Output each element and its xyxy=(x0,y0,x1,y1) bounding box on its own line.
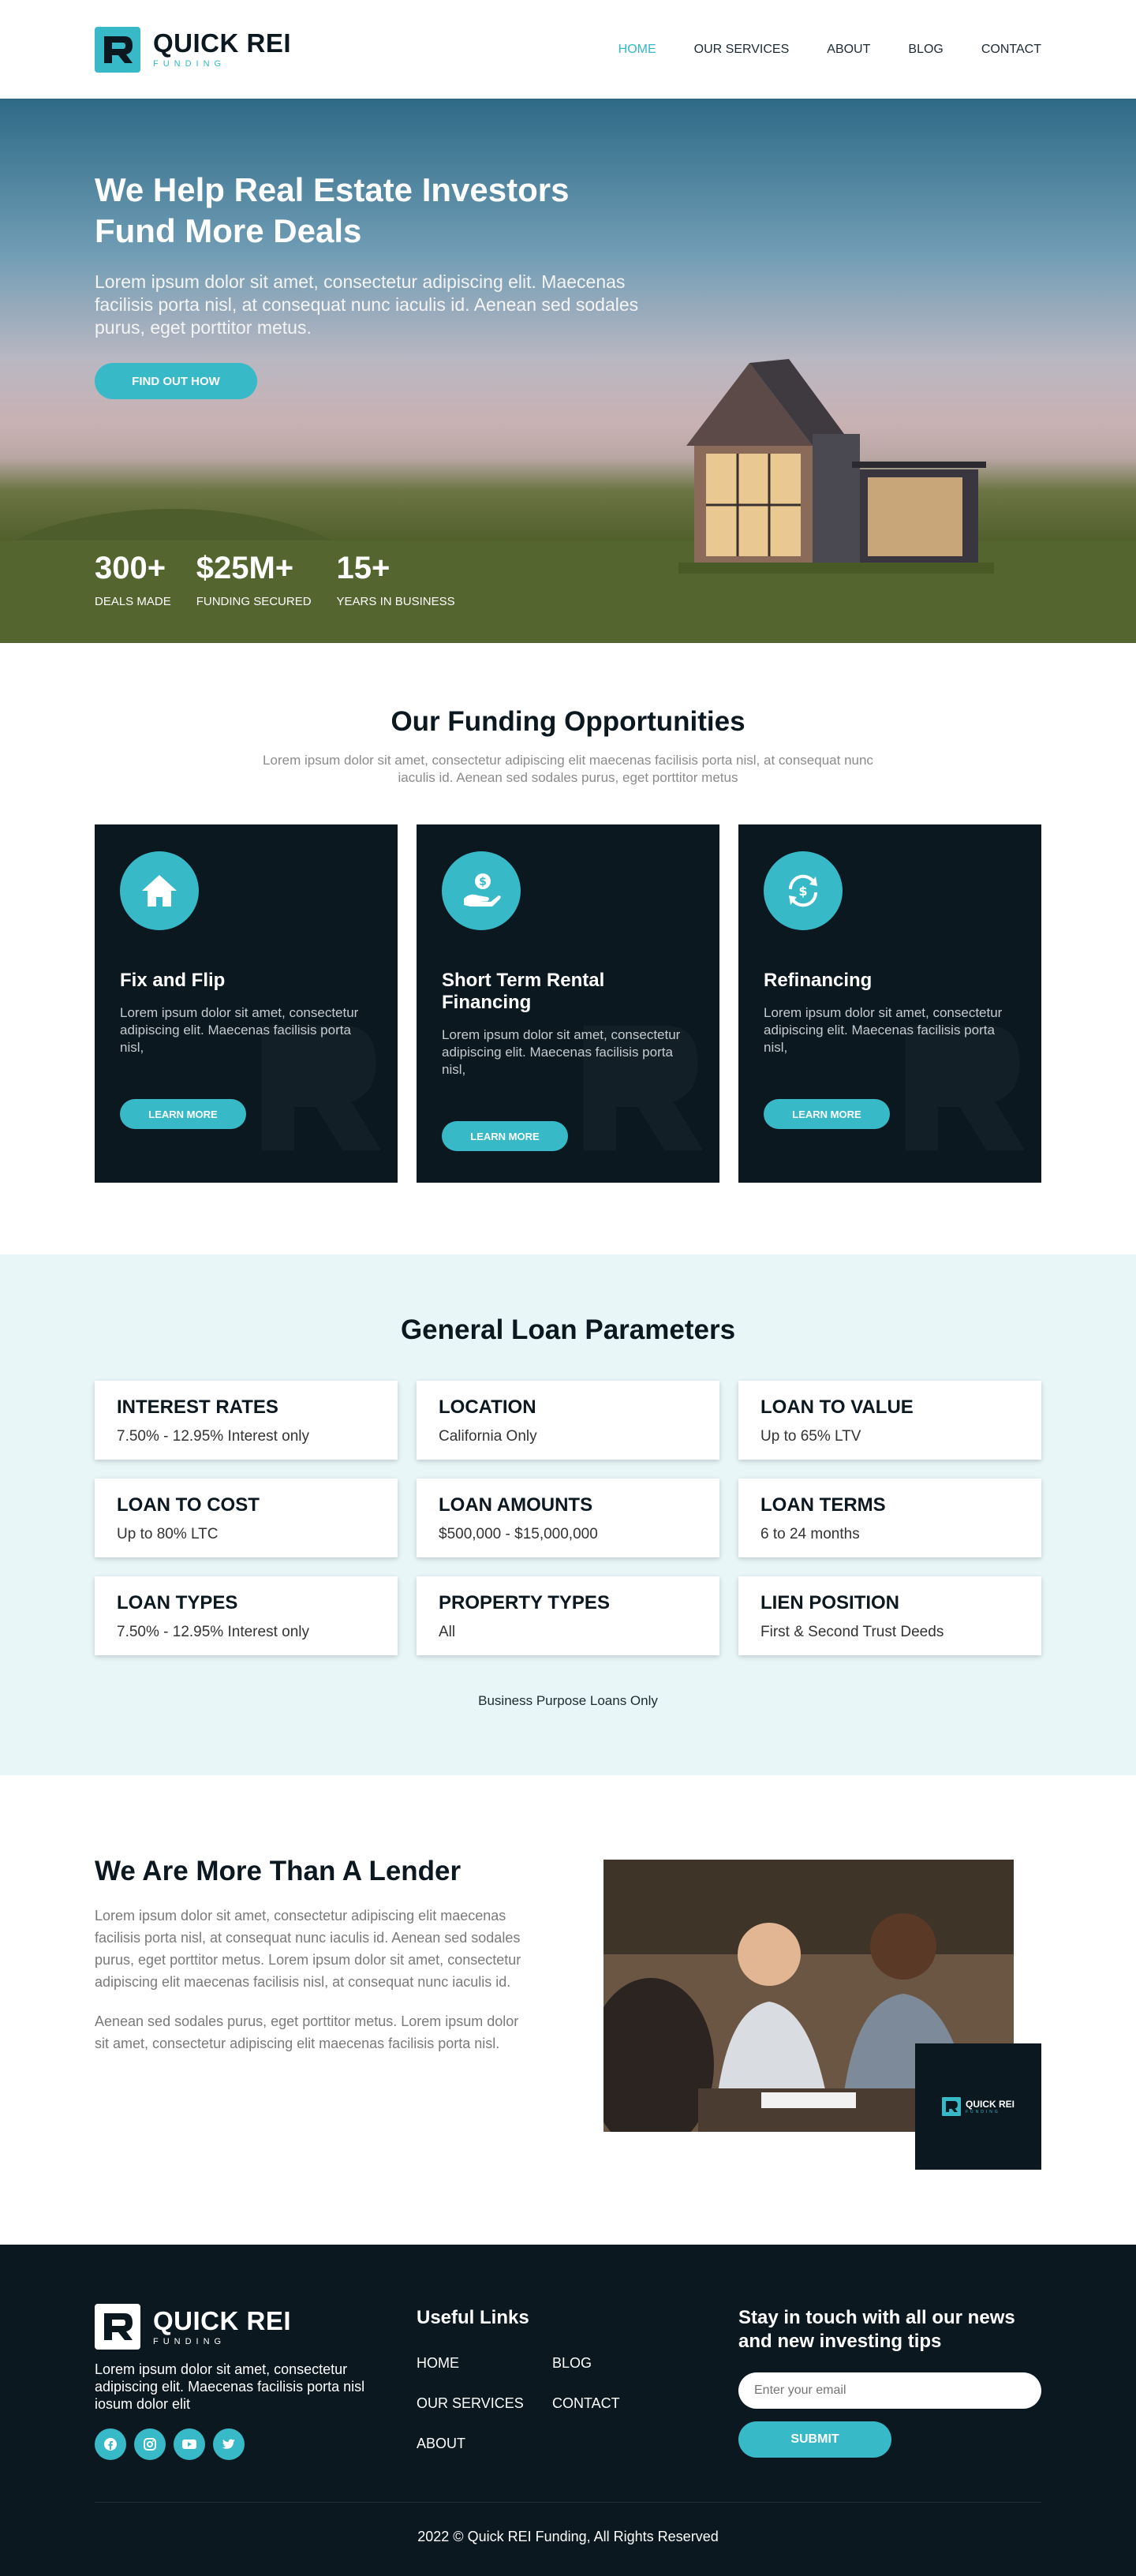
param-title: LIEN POSITION xyxy=(760,1592,900,1613)
lender-paragraph-2: Aenean sed sodales purus, eget porttitor metus. Lorem ipsum dolor sit amet, consectetur adipiscing elit maecenas facilisis porta nisl. xyxy=(95,2013,519,2051)
funding-section xyxy=(0,643,1136,1254)
nav-blog[interactable]: BLOG xyxy=(908,42,944,56)
param-value: Up to 65% LTV xyxy=(760,1428,861,1445)
card-title: Refinancing xyxy=(764,970,873,991)
param-value: California Only xyxy=(439,1428,537,1445)
loan-parameters-section xyxy=(0,1254,1136,1775)
refinance-icon xyxy=(764,851,843,930)
email-input[interactable] xyxy=(738,2372,1041,2409)
instagram-icon[interactable] xyxy=(134,2428,166,2460)
money-hand-icon xyxy=(442,851,521,930)
funding-cards xyxy=(95,824,1041,1183)
card-title: Fix and Flip xyxy=(120,970,226,991)
param-location xyxy=(417,1381,719,1460)
submit-button[interactable]: SUBMIT xyxy=(738,2421,891,2458)
param-value: 7.50% - 12.95% Interest only xyxy=(117,1624,309,1640)
useful-links-title: Useful Links xyxy=(417,2307,529,2328)
svg-text:$: $ xyxy=(479,876,487,888)
logo-icon xyxy=(942,2097,961,2116)
lender-paragraph-1: Lorem ipsum dolor sit amet, consectetur adipiscing elit maecenas facilisis porta nisl, at consequat nunc iaculis id. Aenean sed sodales purus, eget porttitor metus. Lorem ipsum dolor sit amet, consectetur adipiscing elit maecenas facilisis nisl, at consequat nunc iaculis id. xyxy=(95,1908,521,1990)
param-title: LOCATION xyxy=(439,1396,536,1418)
house-icon xyxy=(120,851,199,930)
card-text: Lorem ipsum dolor sit amet, consectetur adipiscing elit. Maecenas facilisis porta nisl, xyxy=(120,1005,359,1055)
lender-logo-badge xyxy=(915,2043,1041,2170)
hero-section xyxy=(0,99,1136,643)
param-value: 6 to 24 months xyxy=(760,1526,860,1542)
footer-link-blog[interactable]: BLOG xyxy=(552,2355,592,2371)
hero-title-line1: We Help Real Estate Investors xyxy=(95,171,570,208)
stat-label: DEALS MADE xyxy=(95,595,171,608)
param-lien-position xyxy=(738,1576,1041,1655)
params-title: General Loan Parameters xyxy=(400,1314,736,1345)
newsletter-title: Stay in touch with all our news and new investing tips xyxy=(738,2307,1015,2352)
social-links xyxy=(95,2428,402,2460)
card-short-term-rental xyxy=(417,824,719,1183)
nav-contact[interactable]: CONTACT xyxy=(981,42,1041,56)
footer-brand-name: QUICK REI xyxy=(153,2305,292,2335)
hero-title-line2: Fund More Deals xyxy=(95,212,362,249)
main-nav xyxy=(618,43,1041,57)
nav-our-services[interactable]: OUR SERVICES xyxy=(693,42,790,56)
facebook-icon[interactable] xyxy=(95,2428,126,2460)
stat-deals xyxy=(95,552,171,608)
find-out-how-button[interactable]: FIND OUT HOW xyxy=(95,363,257,399)
site-footer xyxy=(0,2245,1136,2576)
footer-logo[interactable] xyxy=(95,2304,402,2350)
learn-more-button[interactable]: LEARN MORE xyxy=(120,1099,246,1129)
lender-title: We Are More Than A Lender xyxy=(95,1856,462,1886)
param-value: 7.50% - 12.95% Interest only xyxy=(117,1428,309,1445)
footer-divider xyxy=(95,2502,1041,2503)
params-note: Business Purpose Loans Only xyxy=(478,1693,658,1708)
funding-title: Our Funding Opportunities xyxy=(390,706,746,737)
youtube-icon[interactable] xyxy=(174,2428,205,2460)
brand-name: QUICK REI xyxy=(153,28,292,58)
param-value: First & Second Trust Deeds xyxy=(760,1624,944,1640)
lender-section xyxy=(0,1775,1136,2245)
learn-more-button[interactable]: LEARN MORE xyxy=(442,1121,568,1151)
stat-value: 15+ xyxy=(336,551,390,585)
site-header xyxy=(0,0,1136,99)
stat-funding xyxy=(196,552,312,608)
footer-about: Lorem ipsum dolor sit amet, consectetur adipiscing elit. Maecenas facilisis porta nisl iosum dolor elit xyxy=(95,2361,365,2412)
param-property-types xyxy=(417,1576,719,1655)
card-text: Lorem ipsum dolor sit amet, consectetur adipiscing elit. Maecenas facilisis porta nisl, xyxy=(442,1027,681,1077)
param-value: All xyxy=(439,1624,456,1640)
learn-more-button[interactable]: LEARN MORE xyxy=(764,1099,890,1129)
param-title: PROPERTY TYPES xyxy=(439,1592,610,1613)
param-loan-to-cost xyxy=(95,1479,398,1557)
param-interest-rates xyxy=(95,1381,398,1460)
card-fix-and-flip xyxy=(95,824,398,1183)
param-title: LOAN TERMS xyxy=(760,1494,886,1516)
footer-link-our-services[interactable]: OUR SERVICES xyxy=(417,2395,524,2411)
param-title: LOAN TO COST xyxy=(117,1494,260,1516)
param-title: LOAN AMOUNTS xyxy=(439,1494,593,1516)
stat-value: 300+ xyxy=(95,551,166,585)
stat-label: YEARS IN BUSINESS xyxy=(336,595,455,608)
param-loan-to-value xyxy=(738,1381,1041,1460)
svg-text:$: $ xyxy=(798,884,808,899)
params-grid xyxy=(95,1381,1041,1655)
param-title: INTEREST RATES xyxy=(117,1396,278,1418)
brand-tagline: FUNDING xyxy=(153,59,226,69)
stat-label: FUNDING SECURED xyxy=(196,595,312,608)
stat-years xyxy=(337,552,455,608)
param-title: LOAN TO VALUE xyxy=(760,1396,914,1418)
param-title: LOAN TYPES xyxy=(117,1592,238,1613)
badge-brand-name: QUICK REI xyxy=(965,2099,1015,2110)
footer-link-about[interactable]: ABOUT xyxy=(417,2436,466,2451)
hero-stats xyxy=(95,552,455,608)
param-loan-terms xyxy=(738,1479,1041,1557)
logo-icon xyxy=(95,27,140,73)
copyright: 2022 © Quick REI Funding, All Rights Reserved xyxy=(417,2529,719,2544)
logo-icon xyxy=(95,2304,140,2350)
hero-text: Lorem ipsum dolor sit amet, consectetur adipiscing elit. Maecenas facilisis porta nisl, at consequat nunc iaculis id. Aenean sed sodales purus, eget porttitor metus. xyxy=(95,271,639,338)
param-value: Up to 80% LTC xyxy=(117,1526,219,1542)
param-loan-types xyxy=(95,1576,398,1655)
brand-logo[interactable] xyxy=(95,27,291,73)
param-loan-amounts xyxy=(417,1479,719,1557)
card-text: Lorem ipsum dolor sit amet, consectetur adipiscing elit. Maecenas facilisis porta nisl, xyxy=(764,1005,1003,1055)
card-title: Short Term Rental Financing xyxy=(442,970,605,1013)
funding-subtitle: Lorem ipsum dolor sit amet, consectetur adipiscing elit maecenas facilisis porta nisl, at consequat nunc iaculis id. Aenean sed sodales purus, eget porttitor metus xyxy=(263,753,873,785)
nav-home[interactable]: HOME xyxy=(618,42,656,56)
param-value: $500,000 - $15,000,000 xyxy=(439,1526,598,1542)
useful-links xyxy=(417,2355,716,2452)
nav-about[interactable]: ABOUT xyxy=(827,42,871,56)
twitter-icon[interactable] xyxy=(213,2428,245,2460)
footer-link-home[interactable]: HOME xyxy=(417,2355,459,2371)
footer-brand-tagline: FUNDING xyxy=(153,2336,226,2346)
house-illustration xyxy=(663,359,994,580)
footer-link-contact[interactable]: CONTACT xyxy=(552,2395,620,2411)
hero-title xyxy=(95,170,663,252)
badge-brand-tagline: FUNDING xyxy=(965,2110,1000,2114)
card-refinancing xyxy=(738,824,1041,1183)
stat-value: $25M+ xyxy=(196,551,294,585)
